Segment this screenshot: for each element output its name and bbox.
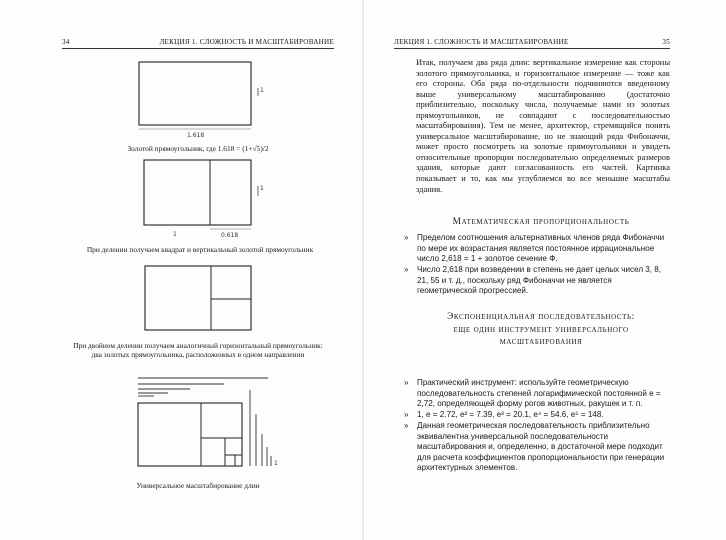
label-square-side: 1: [173, 231, 177, 238]
left-header-rule: [62, 48, 334, 49]
left-running-head: ЛЕКЦИЯ 1. СЛОЖНОСТЬ И МАСШТАБИРОВАНИЕ: [159, 38, 334, 46]
list-item: » Пределом соотношения альтернативных членов ряда Фибоначчи по мере их возрастания является постоянное иррациональное число 2,618 = 1 + золотое сечение Ф.: [404, 233, 665, 263]
figure-double-division: [144, 265, 256, 333]
label-scale-unit: 1: [274, 460, 278, 467]
label-0618: 0.618: [221, 232, 239, 239]
page-gutter: [362, 0, 364, 540]
section1-bullets: [404, 233, 670, 297]
caption-universal-scaling: Универсальное масштабирование длин: [136, 481, 260, 490]
list-item: » Практический инструмент: используйте геометрическую последовательность степеней логарифмической постоянной e = 2,72, определяющей форму рогов животных, ракушек и т. п.: [404, 378, 661, 408]
right-running-head: ЛЕКЦИЯ 1. СЛОЖНОСТЬ И МАСШТАБИРОВАНИЕ: [394, 38, 569, 46]
intro-paragraph: Итак, получаем два ряда длин: вертикальное измерение как стороны золотого прямоугольника, и горизонтальное измерение — тоже как его стороны. Оба ряда по-отдельности подчиняются введенному выше универсальному масштабированию (достаточно приблизительно, поскольку числа, получаемые нами из золотых прямоугольников, не совпадают с последовательностью масштабирования). Тем не менее, архитектор, стремящийся понять универсальное масштабирование, но не знающий ряда Фибоначчи, может просто посмотреть на золотые прямоугольники и увидеть относительные пропорции последовательно определяемых размеров здания, которые дают согласованность его частей. Картинка показывает и то, как мы углубляемся во все меньшие масштабы здания.: [416, 57, 670, 194]
figure-golden-rectangle: [138, 60, 268, 140]
section-heading-math: Математическая пропорциональность: [452, 217, 630, 227]
label-width-1618: 1.618: [187, 132, 205, 139]
caption-golden-rectangle: Золотой прямоугольник, где 1.618 = (1+√5)/2: [127, 144, 269, 153]
section2-bullets: [404, 378, 670, 474]
right-header-rule: [394, 48, 670, 49]
section2-heading-line2: еще один инструмент универсального: [453, 324, 629, 335]
right-page-number: 35: [662, 38, 670, 46]
figure-universal-scaling: [128, 372, 288, 472]
left-page-number: 34: [62, 38, 70, 46]
list-item: » 1, e = 2.72, e² = 7.39, e³ = 20.1, e⁴ = 54.6, e⁵ = 148.: [404, 410, 604, 419]
section2-heading-line1: Экспоненциальная последовательность:: [447, 312, 635, 322]
caption-double-line2: два золотых прямоугольника, расположенных в одном направлении: [91, 350, 305, 359]
caption-double-line1: При двойном делении получаем аналогичный горизонтальный прямоугольник:: [73, 341, 323, 350]
list-item: » Число 2,618 при возведении в степень не дает целых чисел 3, 8, 21, 55 и т. д., поскольку ряд Фибоначчи не является геометрической прогрессией.: [404, 265, 662, 295]
section-heading-exponential: [392, 311, 690, 349]
figure-square-division: [143, 158, 273, 240]
section2-heading-line3: масштабирования: [499, 337, 583, 347]
caption-double-division: [62, 341, 334, 359]
caption-square-division: При делении получаем квадрат и вертикальный золотой прямоугольник: [86, 245, 314, 254]
label-height-1: 1: [260, 87, 264, 94]
label-height: 1: [260, 185, 264, 192]
list-item: » Данная геометрическая последовательность приблизительно эквивалентна универсальной последовательности масштабирования и, определенно, в достаточной мере подходит для расчета коэффициентов пропорциональности при генерации архитектурных элементов.: [404, 421, 665, 472]
